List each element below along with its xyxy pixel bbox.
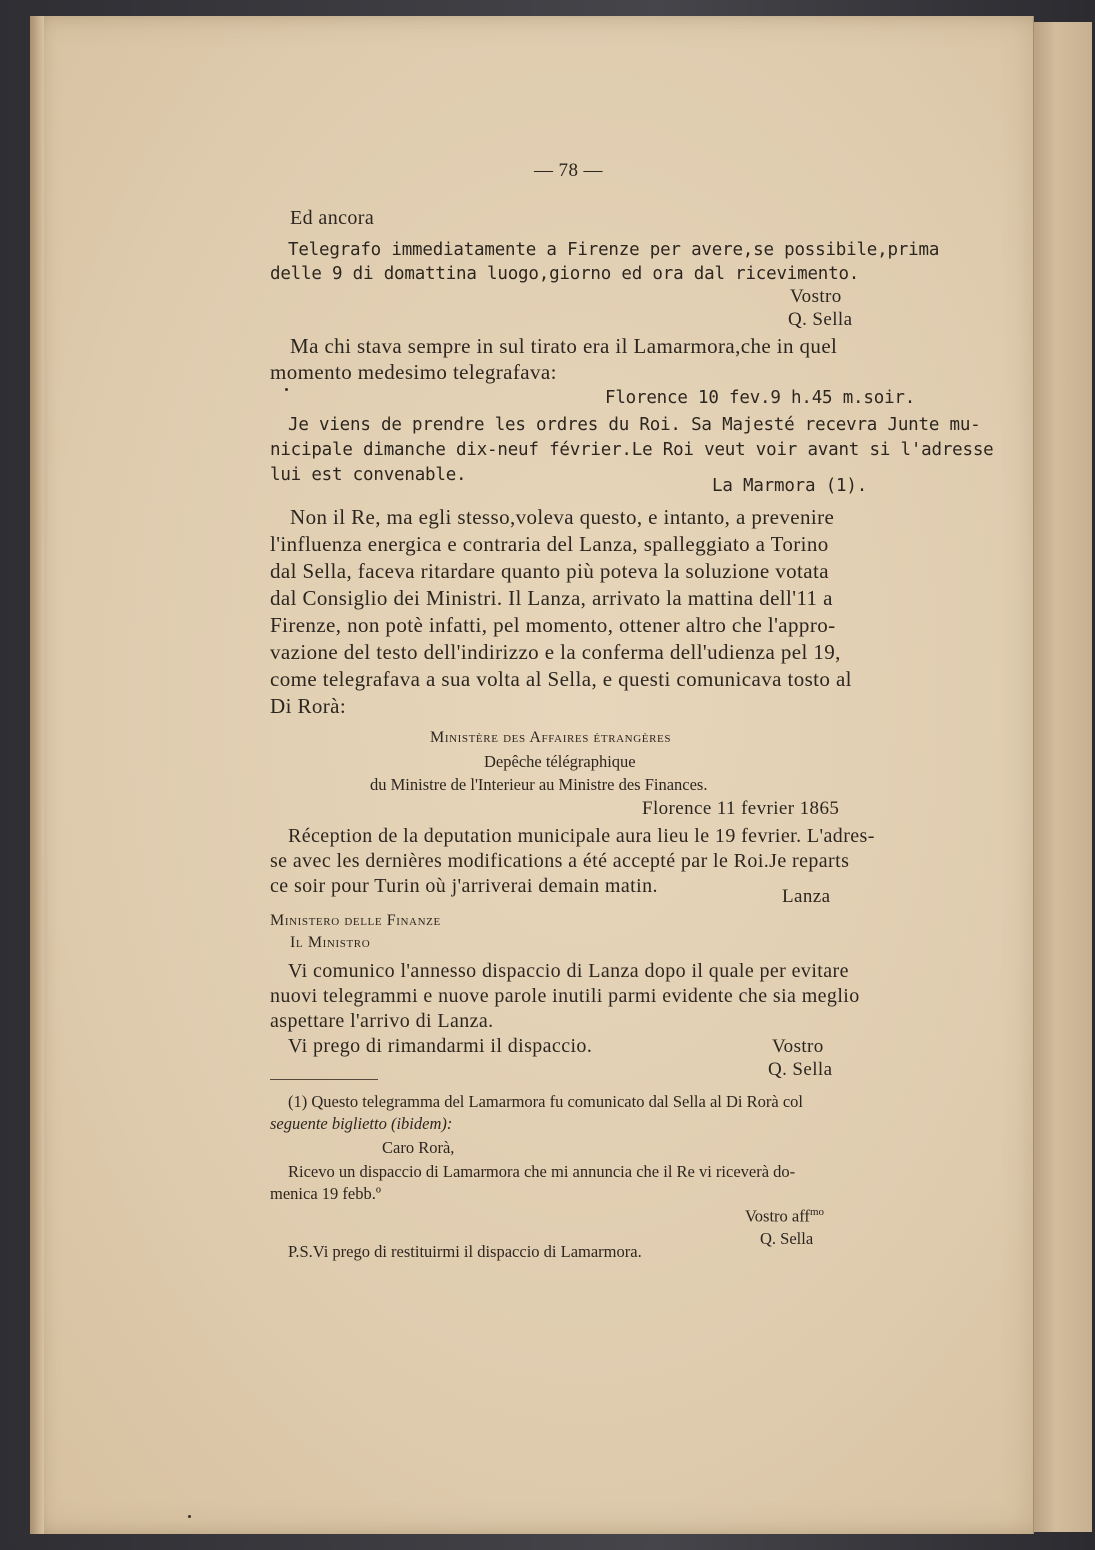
telegram2-dateline: Florence 10 fev.9 h.45 m.soir. [605, 388, 916, 408]
telegram1-line: delle 9 di domattina luogo,giorno ed ora dal ricevimento. [270, 264, 860, 284]
footnote-signature: Q. Sella [760, 1229, 814, 1248]
telegram2-signature: La Marmora (1). [712, 476, 868, 496]
paper-speck [188, 1515, 191, 1518]
footnote-closing [745, 1206, 824, 1227]
paragraph-line: come telegrafava a sua volta al Sella, e questi comunicava tosto al [270, 667, 852, 691]
despatch-route: du Ministre de l'Interieur au Ministre des Finances. [370, 775, 708, 794]
intro-text: Ed ancora [290, 207, 375, 229]
ministry-signature: Q. Sella [768, 1059, 833, 1080]
paragraph-line: l'influenza energica e contraria del Lanza, spalleggiato a Torino [270, 532, 829, 556]
footnote-salutation: Caro Rorà, [382, 1138, 455, 1157]
telegram1-line: Telegrafo immediatamente a Firenze per avere,se possibile,prima [288, 240, 940, 260]
paragraph-line: Ma chi stava sempre in sul tirato era il Lamarmora,che in quel [290, 334, 838, 358]
paragraph-line: Non il Re, ma egli stesso,voleva questo, e intanto, a prevenire [290, 505, 835, 529]
ministry-last-line: Vi prego di rimandarmi il dispaccio. [288, 1035, 593, 1057]
page-gutter [30, 16, 44, 1534]
despatch-header: Ministère des Affaires étrangères [430, 729, 672, 746]
despatch-dateline: Florence 11 fevrier 1865 [642, 798, 840, 819]
telegram2-line: lui est convenable. [270, 465, 467, 485]
despatch-line: ce soir pour Turin où j'arriverai demain matin. [270, 875, 658, 897]
footnote-line: (1) Questo telegramma del Lamarmora fu comunicato dal Sella al Di Rorà col [288, 1092, 803, 1111]
despatch-line: Réception de la deputation municipale aura lieu le 19 fevrier. L'adres- [288, 825, 875, 847]
facing-page-edge [1030, 22, 1092, 1532]
paragraph-line: Firenze, non potè infatti, pel momento, ottener altro che l'appro- [270, 613, 836, 637]
paragraph-line: dal Consiglio dei Ministri. Il Lanza, arrivato la mattina dell'11 a [270, 586, 833, 610]
despatch-line: se avec les dernières modifications a été accepté par le Roi.Je reparts [270, 850, 850, 872]
ministry-line: aspettare l'arrivo di Lanza. [270, 1010, 494, 1032]
footnote-divider [270, 1079, 378, 1080]
despatch-signature: Lanza [782, 886, 831, 907]
ministry-subheader: Il Ministro [290, 934, 371, 951]
ministry-closing: Vostro [772, 1036, 824, 1057]
paragraph-line: dal Sella, faceva ritardare quanto più poteva la soluzione votata [270, 559, 829, 583]
footnote-ps: P.S.Vi prego di restituirmi il dispaccio di Lamarmora. [288, 1242, 642, 1261]
footnote-body-line: Ricevo un dispaccio di Lamarmora che mi annuncia che il Re vi riceverà do- [288, 1162, 796, 1181]
telegram1-closing: Vostro [790, 286, 842, 307]
footnote-closing-text: Vostro aff [745, 1206, 810, 1226]
page-number: — 78 — [534, 160, 603, 181]
ministry-line: Vi comunico l'annesso dispaccio di Lanza dopo il quale per evitare [288, 960, 849, 982]
telegram1-signature: Q. Sella [788, 309, 853, 330]
paper-speck [285, 388, 288, 391]
telegram2-line: nicipale dimanche dix-neuf février.Le Roi veut voir avant si l'adresse [270, 440, 994, 460]
paragraph-line: Di Rorà: [270, 694, 347, 718]
ministry-line: nuovi telegrammi e nuove parole inutili parmi evidente che sia meglio [270, 985, 860, 1007]
paragraph-line: momento medesimo telegrafava: [270, 360, 557, 384]
ministry-header: Ministero delle Finanze [270, 912, 441, 929]
footnote-body-line: menica 19 febb.º [270, 1184, 381, 1203]
footnote-closing-sup: mo [809, 1206, 824, 1218]
telegram2-line: Je viens de prendre les ordres du Roi. Sa Majesté recevra Junte mu- [288, 415, 981, 435]
paragraph-line: vazione del testo dell'indirizzo e la conferma dell'udienza pel 19, [270, 640, 841, 664]
footnote-line: seguente biglietto (ibidem): [270, 1114, 453, 1133]
despatch-subheader: Depêche télégraphique [484, 752, 636, 771]
